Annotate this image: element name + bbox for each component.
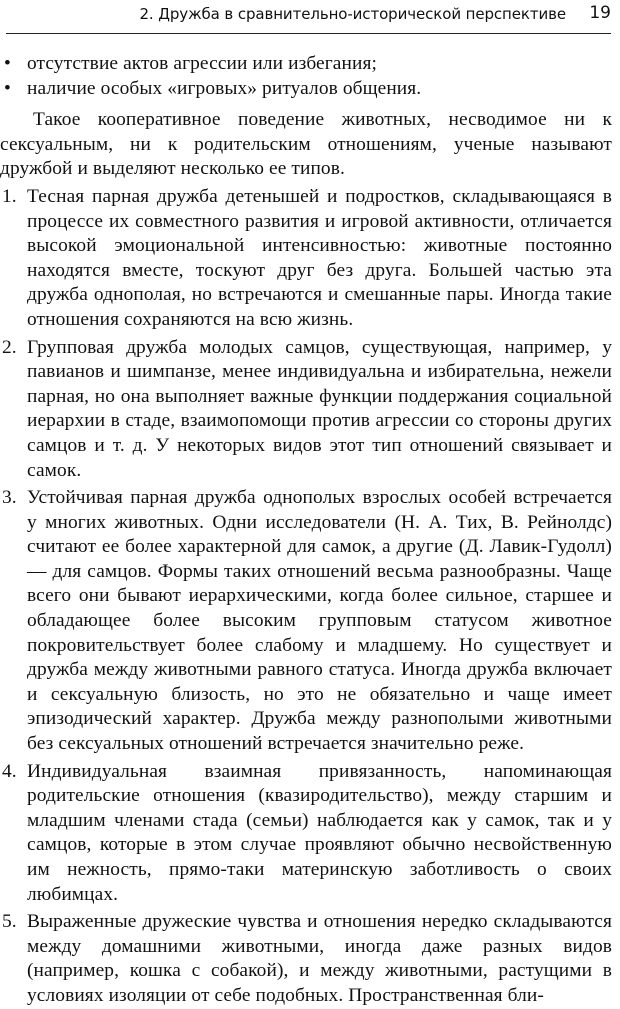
bullet-marker: • xyxy=(4,77,11,99)
list-number: 5. xyxy=(2,911,17,933)
list-item-text: Групповая дружба молодых самцов, существующая, например, у павианов и шимпанзе, менее индивидуальна и избирательна, нежели парная, но она выполняет важные функции поддержания социальной иерархии в стаде, взаимопомощи против агрессии со стороны других самцов и т. д. У некоторых видов этот тип отношений связывает и самок. xyxy=(27,336,612,481)
bullet-item xyxy=(0,77,612,102)
list-item-text: Тесная парная дружба детенышей и подростков, складывающаяся в процессе их совместного развития и игровой активности, отличается высокой эмоциональной интенсивностью: животные постоянно находятся вместе, тоскуют друг без друга. Большей частью эта дружба однополая, но встречаются и смешанные пары. Иногда такие отношения сохраняются на всю жизнь. xyxy=(27,185,612,330)
bullet-list xyxy=(0,52,612,101)
list-item-text: Выраженные дружеские чувства и отношения нередко складываются между домашними животными, иногда даже разных видов (например, кошка с собакой), и между животными, растущими в условиях изоляции от себе подобных. Пространственная бли- xyxy=(27,911,612,1006)
bullet-text: отсутствие актов агрессии или избегания; xyxy=(27,53,377,74)
running-title: 2. Дружба в сравнительно-исторической перспективе xyxy=(139,5,566,23)
numbered-list xyxy=(0,185,612,1009)
page-body xyxy=(0,52,612,1009)
list-item xyxy=(0,910,612,1008)
list-item xyxy=(0,185,612,333)
page-number: 19 xyxy=(589,3,611,23)
running-head xyxy=(0,2,612,28)
list-number: 4. xyxy=(2,760,17,782)
header-rule xyxy=(6,33,611,34)
bullet-text: наличие особых «игровых» ритуалов общения. xyxy=(27,77,422,99)
list-item xyxy=(0,336,612,484)
list-item-text: Устойчивая парная дружба однополых взрослых особей встречается у многих животных. Одни исследователи (Н. А. Тих, В. Рейнолдс) считают ее более характерной для самок, а другие (Д. Лавик-Гудолл) — для самцов. Формы таких отношений весьма разнообразны. Чаще всего они бывают иерархическими, когда более сильное, старшее и обладающее более высоким групповым статусом животное покровительствует более слабому и младшему. Но существует и дружба между животными равного статуса. Иногда дружба включает и сексуальную близость, но это не обязательно и чаще имеет эпизодический характер. Дружба между разнополыми животными без сексуальных отношений встречается значительно реже. xyxy=(27,487,612,755)
list-item xyxy=(0,760,612,908)
list-number: 2. xyxy=(2,336,17,358)
body-paragraph: Такое кооперативное поведение животных, несводимое ни к сексуальным, ни к родительским отношениям, ученые называют дружбой и выделяют несколько ее типов. xyxy=(0,109,612,180)
list-item xyxy=(0,486,612,757)
list-number: 3. xyxy=(2,487,17,509)
bullet-item xyxy=(0,52,612,77)
list-item-text: Индивидуальная взаимная привязанность, напоминающая родительские отношения (квазиродительство), между старшим и младшим членами стада (семьи) наблюдается как у самок, так и у самцов, которые в этом случае проявляют обычно несвойственную им нежность, прямо-таки материнскую заботливость о своих любимцах. xyxy=(27,760,612,905)
bullet-marker: • xyxy=(4,53,11,74)
list-number: 1. xyxy=(2,185,17,207)
